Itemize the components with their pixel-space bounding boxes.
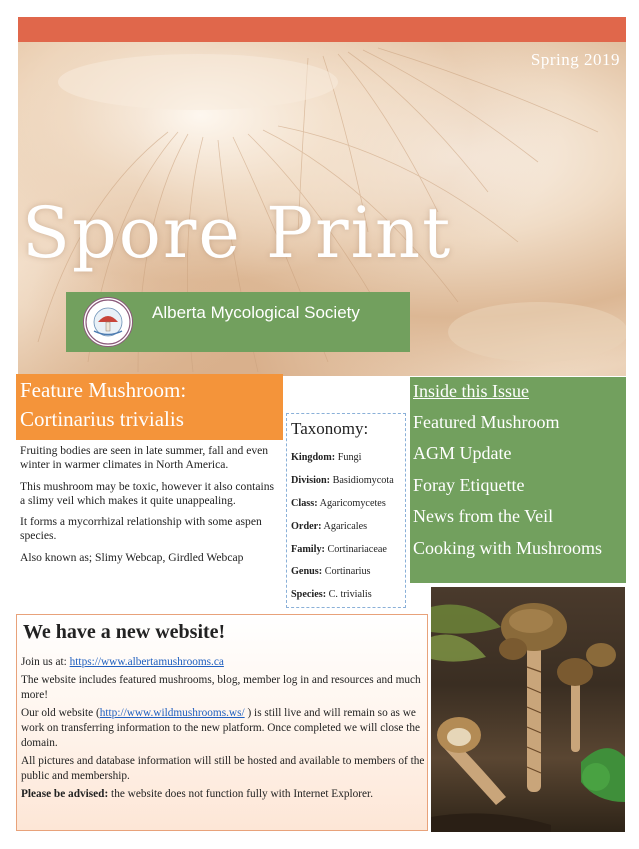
society-banner (66, 292, 410, 352)
website-title: We have a new website! (23, 621, 226, 643)
old-website-link[interactable]: http://www.wildmushrooms.ws/ (99, 707, 245, 719)
top-accent-bar (18, 17, 626, 42)
website-paragraph: All pictures and database information will still be hosted and available to members of the public and membership. (21, 755, 425, 782)
taxonomy-row-order: Order: Agaricales (291, 521, 368, 532)
mushroom-cluster-illustration (431, 587, 625, 832)
feature-paragraph: It forms a mycorrhizal relationship with some aspen species. (20, 515, 262, 543)
issue-season: Spring 2019 (530, 50, 620, 69)
cover-photo (18, 42, 626, 376)
taxonomy-title: Taxonomy: (291, 419, 369, 438)
feature-heading-line2: Cortinarius trivialis (20, 407, 184, 431)
feature-heading-box (16, 374, 283, 440)
toc-item-news-from-the-veil[interactable]: News from the Veil (413, 506, 554, 526)
toc-item-cooking-with-mushrooms[interactable]: Cooking with Mushrooms (413, 538, 603, 558)
taxonomy-row-genus: Genus: Cortinarius (291, 566, 371, 577)
taxonomy-row-class: Class: Agaricomycetes (291, 498, 386, 509)
new-website-link[interactable]: https://www.albertamushrooms.ca (69, 656, 224, 668)
feature-heading-line1: Feature Mushroom: (20, 378, 187, 402)
taxonomy-row-kingdom: Kingdom: Fungi (291, 452, 362, 463)
toc-item-agm-update[interactable]: AGM Update (413, 443, 512, 463)
toc-item-foray-etiquette[interactable]: Foray Etiquette (413, 475, 525, 495)
society-name: Alberta Mycological Society (152, 303, 360, 322)
advisory-paragraph: Please be advised: the website does not function fully with Internet Explorer. (21, 788, 374, 800)
feature-paragraph: Also known as; Slimy Webcap, Girdled Webcap (20, 550, 244, 564)
inside-title: Inside this Issue (413, 381, 529, 401)
feature-description (20, 444, 282, 572)
toc-item-featured-mushroom[interactable]: Featured Mushroom (413, 412, 560, 432)
society-logo (83, 297, 133, 347)
website-paragraph: The website includes featured mushrooms, blog, member log in and resources and much more! (21, 674, 421, 701)
feature-paragraph: This mushroom may be toxic, however it also contains a slimy veil which makes it quite unappealing. (20, 479, 275, 507)
old-website-paragraph: Our old website (http://www.wildmushrooms.ws/ ) is still live and will remain so as we work on transferring information to the new platform. Once completed we will close the domain. (21, 707, 421, 749)
taxonomy-row-division: Division: Basidiomycota (291, 475, 394, 486)
website-announcement-box (16, 614, 428, 831)
newsletter-title: Spore Print (22, 192, 453, 274)
website-body (21, 655, 425, 805)
taxonomy-row-family: Family: Cortinariaceae (291, 544, 387, 555)
taxonomy-box (286, 413, 406, 608)
cortinarius-photo (431, 587, 625, 832)
feature-paragraph: Fruiting bodies are seen in late summer, fall and even winter in warmer climates in North America. (20, 444, 269, 472)
taxonomy-row-species: Species: C. trivialis (291, 589, 372, 600)
inside-this-issue-box (410, 377, 626, 583)
join-line: Join us at: https://www.albertamushrooms.ca (21, 656, 224, 668)
